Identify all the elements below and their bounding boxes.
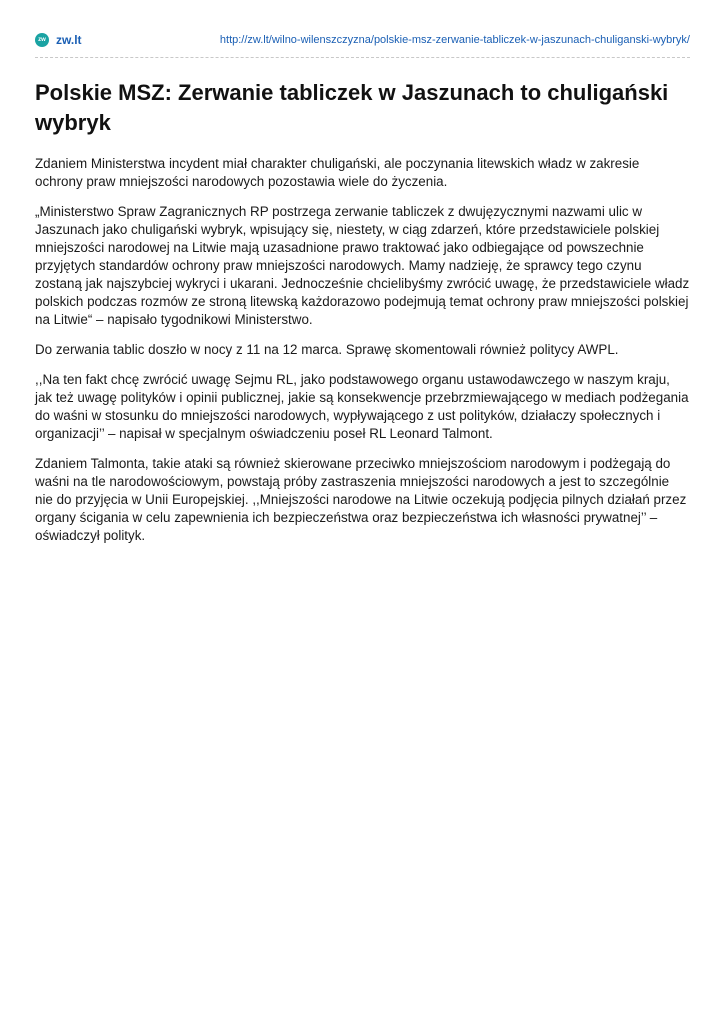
article-paragraph: Zdaniem Ministerstwa incydent miał charakter chuligański, ale poczynania litewskich władz w zakresie ochrony praw mniejszości narodowych pozostawia wiele do życzenia. xyxy=(35,156,640,189)
article-paragraph: Zdaniem Talmonta, takie ataki są również skierowane przeciwko mniejszościom narodowym i podżegają do waśni na tle narodowościowym, powstają próby zastraszenia mniejszości narodowych a jest to szczególnie nie do przyjęcia w Unii Europejskiej. ,,Mniejszości narodowe na Litwie oczekują podjęcia pilnych działań przez organy ścigania w celu zapewnienia ich bezpieczeństwa oraz bezpieczeństwa ich własności prywatnej’’ – oświadczył polityk. xyxy=(35,456,687,543)
article-paragraph: ,,Na ten fakt chcę zwrócić uwagę Sejmu RL, jako podstawowego organu ustawodawczego w naszym kraju, jak też uwagę polityków i opinii publicznej, jakie są konsekwencje przebrzmiewającego w mediach podżegania do waśni w stosunku do mniejszości narodowych, wypływającego z ust polityków, działaczy społecznych i organizacji’’ – napisał w specjalnym oświadczeniu poseł RL Leonard Talmont. xyxy=(35,372,689,441)
article-paragraph: „Ministerstwo Spraw Zagranicznych RP postrzega zerwanie tabliczek z dwujęzycznymi nazwami ulic w Jaszunach jako chuligański wybryk, wpisujący się, niestety, w ciąg zdarzeń, które przedstawiciele polskiej mniejszości narodowej na Litwie mają uzasadnione prawo traktować jako odbiegające od powszechnie przyjętych standardów ochrony praw mniejszości narodowych. Mamy nadzieję, że sprawcy tego czynu zostaną jak najszybciej wykryci i ukarani. Jednocześnie chcielibyśmy zwrócić uwagę, że przedstawiciele władz polskich podczas rozmów ze stroną litewską każdorazowo podejmują temat ochrony praw mniejszości polskiej na Litwie“ – napisało tygodnikowi Ministerstwo. xyxy=(35,204,690,327)
site-link[interactable] xyxy=(35,33,82,47)
article-url-link[interactable]: http://zw.lt/wilno-wilenszczyzna/polskie-msz-zerwanie-tabliczek-w-jaszunach-chuliganski-wybryk/ xyxy=(219,34,690,46)
article-title: Polskie MSZ: Zerwanie tabliczek w Jaszunach to chuligański wybryk xyxy=(35,80,669,135)
site-name: zw.lt xyxy=(56,33,82,47)
article-paragraph: Do zerwania tablic doszło w nocy z 11 na 12 marca. Sprawę skomentowali również politycy AWPL. xyxy=(35,342,619,357)
site-logo-icon: zw xyxy=(35,33,49,47)
article-body xyxy=(35,155,690,557)
page-header xyxy=(35,33,690,58)
